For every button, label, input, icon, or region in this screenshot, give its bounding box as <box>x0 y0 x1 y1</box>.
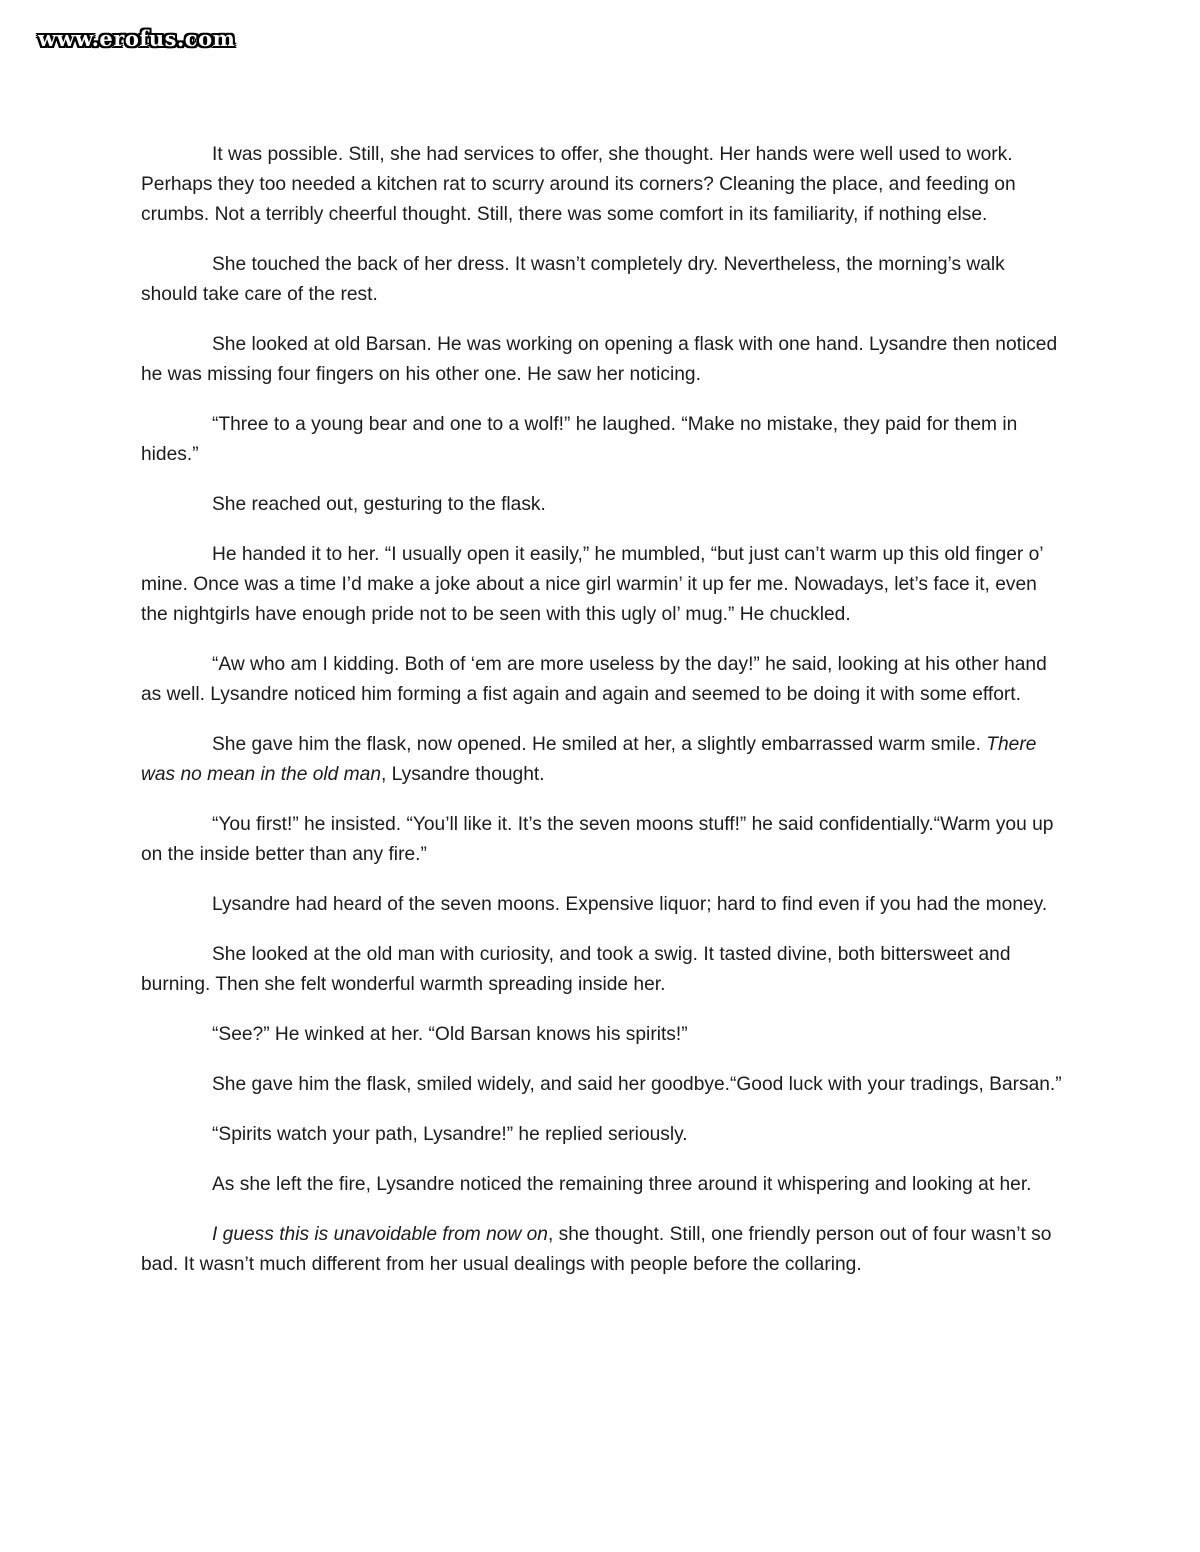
text-segment: He handed it to her. “I usually open it easily,” he mumbled, “but just can’t warm up this old finger o’ mine. Once was a time I’d make a joke about a nice girl warmin’ it up fer me. Nowadays, let’s face it, even the nightgirls have enough pride not to be seen with this ugly ol’ mug.” He chuckled. <box>141 544 1043 625</box>
text-segment: She reached out, gesturing to the flask. <box>212 494 546 515</box>
text-segment: Lysandre had heard of the seven moons. Expensive liquor; hard to find even if you had the money. <box>212 894 1048 915</box>
paragraph <box>141 140 1063 230</box>
document-page <box>141 140 1063 1300</box>
text-segment: It was possible. Still, she had services to offer, she thought. Her hands were well used to work. Perhaps they too needed a kitchen rat to scurry around its corners? Cleaning the place, and feeding on crumbs. Not a terribly cheerful thought. Still, there was some comfort in its familiarity, if nothing else. <box>141 144 1016 225</box>
paragraph <box>141 1220 1063 1280</box>
text-segment: “Three to a young bear and one to a wolf!” he laughed. “Make no mistake, they paid for them in hides.” <box>141 414 1018 465</box>
paragraph <box>141 490 1063 520</box>
site-watermark: www.erofus.com <box>38 26 236 51</box>
paragraph <box>141 940 1063 1000</box>
text-segment: She gave him the flask, now opened. He smiled at her, a slightly embarrassed warm smile. <box>212 734 987 755</box>
paragraph <box>141 250 1063 310</box>
text-segment: “Spirits watch your path, Lysandre!” he replied seriously. <box>212 1124 688 1145</box>
paragraph <box>141 1170 1063 1200</box>
paragraph <box>141 1120 1063 1150</box>
text-segment: She gave him the flask, smiled widely, and said her goodbye.“Good luck with your tradings, Barsan.” <box>212 1074 1062 1095</box>
italic-text-segment: I guess this is unavoidable from now on <box>212 1224 548 1245</box>
text-segment: As she left the fire, Lysandre noticed the remaining three around it whispering and looking at her. <box>212 1174 1032 1195</box>
text-segment: , she thought. Still, one friendly person out of four wasn’t so bad. It wasn’t much different from her usual dealings with people before the collaring. <box>141 1224 1052 1275</box>
paragraph <box>141 330 1063 390</box>
paragraph <box>141 1070 1063 1100</box>
text-segment: “You first!” he insisted. “You’ll like it. It’s the seven moons stuff!” he said confidentially.“Warm you up on the inside better than any fire.” <box>141 814 1054 865</box>
text-segment: She touched the back of her dress. It wasn’t completely dry. Nevertheless, the morning’s walk should take care of the rest. <box>141 254 1005 305</box>
text-segment: , Lysandre thought. <box>380 764 545 785</box>
paragraph <box>141 810 1063 870</box>
paragraph <box>141 730 1063 790</box>
paragraph <box>141 650 1063 710</box>
text-segment: She looked at the old man with curiosity, and took a swig. It tasted divine, both bittersweet and burning. Then she felt wonderful warmth spreading inside her. <box>141 944 1011 995</box>
text-segment: She looked at old Barsan. He was working on opening a flask with one hand. Lysandre then noticed he was missing four fingers on his other one. He saw her noticing. <box>141 334 1058 385</box>
text-segment: “Aw who am I kidding. Both of ‘em are more useless by the day!” he said, looking at his other hand as well. Lysandre noticed him forming a fist again and again and seemed to be doing it with some effort. <box>141 654 1047 705</box>
text-segment: “See?” He winked at her. “Old Barsan knows his spirits!” <box>212 1024 688 1045</box>
paragraph <box>141 890 1063 920</box>
paragraph <box>141 1020 1063 1050</box>
paragraph <box>141 410 1063 470</box>
paragraph <box>141 540 1063 630</box>
italic-text-segment: There was no mean in the old man <box>141 734 1037 785</box>
